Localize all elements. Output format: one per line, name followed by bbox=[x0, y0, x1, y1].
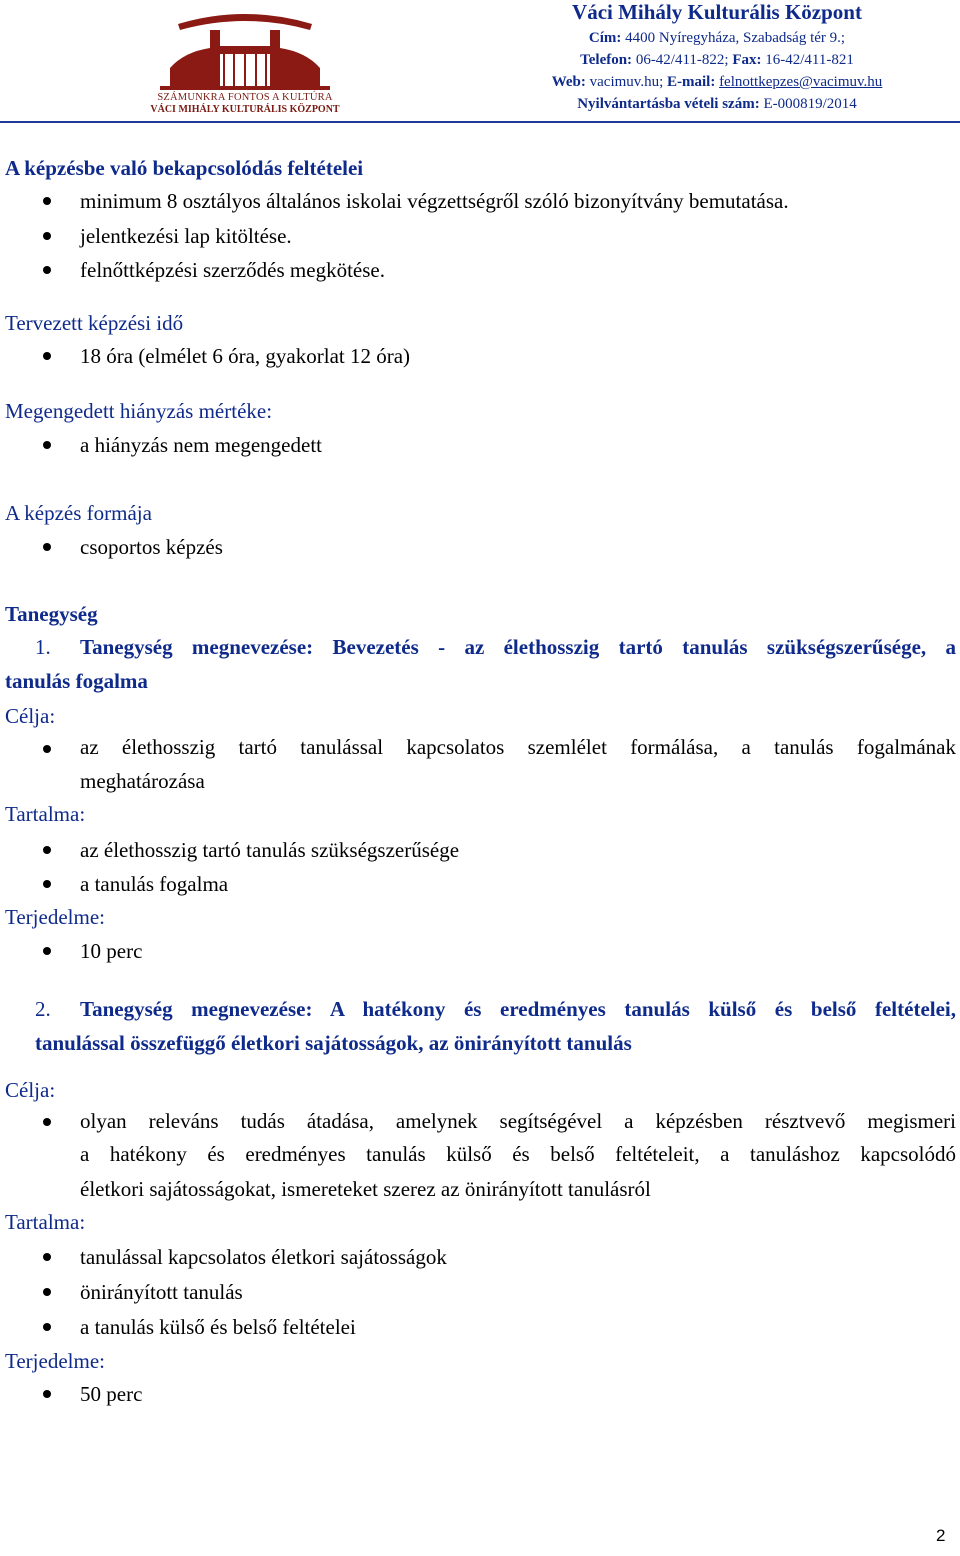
goal-text-cont: meghatározása bbox=[80, 769, 205, 793]
list-item: felnőttképzési szerződés megkötése. bbox=[80, 258, 385, 282]
bullet bbox=[43, 266, 51, 274]
list-item: 18 óra (elmélet 6 óra, gyakorlat 12 óra) bbox=[80, 344, 411, 368]
logo-name: VÁCI MIHÁLY KULTURÁLIS KÖZPONT bbox=[150, 104, 340, 115]
bullet bbox=[43, 441, 51, 449]
unit-heading: Tanegység bbox=[5, 602, 98, 626]
list-item: csoportos képzés bbox=[80, 535, 223, 559]
list-item: tanulással kapcsolatos életkori sajátosságok bbox=[80, 1245, 447, 1269]
email-link[interactable]: felnottkepzes@vacimuv.hu bbox=[719, 74, 883, 90]
org-registration: Nyilvántartásba vételi szám: E-000819/2014 bbox=[577, 96, 857, 112]
logo-slogan: SZÁMUNKRA FONTOS A KULTÚRA bbox=[157, 92, 333, 103]
unit-number: 1. bbox=[35, 635, 51, 659]
bullet bbox=[43, 1390, 51, 1398]
conditions-heading: A képzésbe való bekapcsolódás feltételei bbox=[5, 156, 364, 180]
unit-name-cont: tanulással összefüggő életkori sajátosságok, az önirányított tanulás bbox=[35, 1031, 632, 1055]
content-label: Tartalma: bbox=[5, 1210, 86, 1234]
page-number: 2 bbox=[936, 1526, 946, 1545]
goal-text: az élethosszig tartó tanulással kapcsolatos szemlélet formálása, a tanulás fogalmának bbox=[80, 735, 956, 759]
list-item: a tanulás fogalma bbox=[80, 872, 229, 896]
list-item: az élethosszig tartó tanulás szükségszerűsége bbox=[80, 838, 460, 862]
duration-value: 10 perc bbox=[80, 939, 143, 963]
unit-name-cont: tanulás fogalma bbox=[5, 669, 148, 693]
bullet bbox=[43, 1253, 51, 1261]
list-item: jelentkezési lap kitöltése. bbox=[80, 224, 292, 248]
logo bbox=[150, 8, 340, 116]
bullet bbox=[43, 1323, 51, 1331]
web-link[interactable]: vacimuv.hu; bbox=[589, 74, 664, 90]
unit-name: Tanegység megnevezése: A hatékony és eredményes tanulás külső és belső feltételei, bbox=[80, 997, 957, 1021]
bullet bbox=[43, 745, 51, 753]
org-address: Cím: 4400 Nyíregyháza, Szabadság tér 9.; bbox=[588, 30, 846, 46]
goal-label: Célja: bbox=[5, 704, 56, 728]
bullet bbox=[43, 947, 51, 955]
bullet bbox=[43, 1288, 51, 1296]
bullet bbox=[43, 352, 51, 360]
bullet bbox=[43, 543, 51, 551]
bullet bbox=[43, 232, 51, 240]
list-item: a tanulás külső és belső feltételei bbox=[80, 1315, 356, 1339]
org-phone: Telefon: 06-42/411-822; Fax: 16-42/411-821 bbox=[580, 52, 854, 68]
goal-text-cont: életkori sajátosságokat, ismereteket szerez az önirányított tanulásról bbox=[80, 1177, 651, 1201]
bridge-logo-icon bbox=[150, 8, 340, 92]
duration-label: Terjedelme: bbox=[5, 905, 105, 929]
bullet bbox=[43, 846, 51, 854]
org-web: Web: vacimuv.hu; E-mail: felnottkepzes@vacimuv.hu bbox=[551, 74, 883, 90]
duration-label: Terjedelme: bbox=[5, 1349, 105, 1373]
goal-label: Célja: bbox=[5, 1078, 56, 1102]
goal-text-cont: a hatékony és eredményes tanulás külső és belső feltételeit, a tanuláshoz kapcsolódó bbox=[80, 1142, 956, 1166]
bullet bbox=[43, 197, 51, 205]
goal-text: olyan releváns tudás átadása, amelynek segítségével a képzésben résztvevő megismeri bbox=[80, 1109, 956, 1133]
bullet bbox=[43, 880, 51, 888]
list-item: minimum 8 osztályos általános iskolai végzettségről szóló bizonyítvány bemutatása. bbox=[80, 189, 789, 213]
header-divider bbox=[0, 121, 960, 123]
unit-number: 2. bbox=[35, 997, 51, 1021]
bullet bbox=[43, 1118, 51, 1126]
form-heading: A képzés formája bbox=[5, 501, 152, 525]
content-label: Tartalma: bbox=[5, 802, 86, 826]
unit-name: Tanegység megnevezése: Bevezetés - az élethosszig tartó tanulás szükségszerűsége, a bbox=[80, 635, 956, 659]
duration-value: 50 perc bbox=[80, 1382, 143, 1406]
time-heading: Tervezett képzési idő bbox=[5, 311, 184, 335]
list-item: önirányított tanulás bbox=[80, 1280, 243, 1304]
absence-heading: Megengedett hiányzás mértéke: bbox=[5, 399, 273, 423]
org-title: Váci Mihály Kulturális Központ bbox=[572, 0, 862, 24]
list-item: a hiányzás nem megengedett bbox=[80, 433, 322, 457]
